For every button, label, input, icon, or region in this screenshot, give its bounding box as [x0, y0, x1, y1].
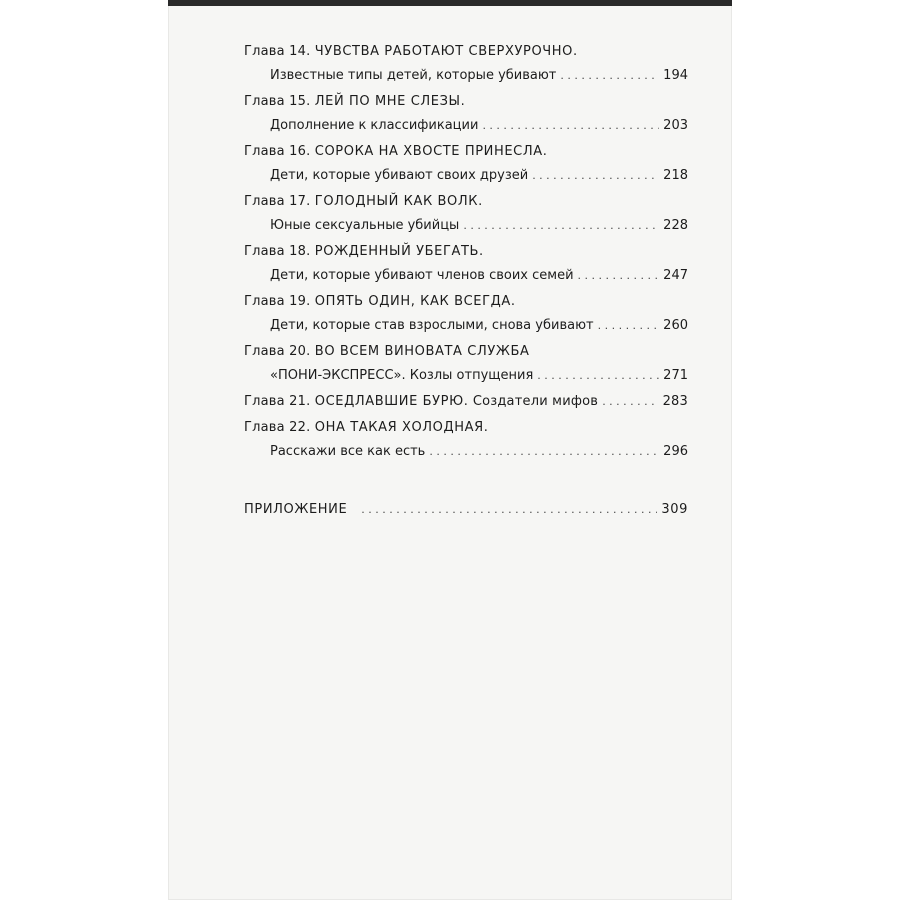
toc-entry-19 [244, 290, 688, 338]
chapter-subtitle: Юные сексуальные убийцы [270, 218, 460, 233]
chapter-subtitle: «ПОНИ-ЭКСПРЕСС». Козлы отпущения [270, 368, 534, 383]
toc-entry-21 [244, 390, 688, 414]
chapter-number: Глава 20. [244, 344, 311, 359]
toc-entry-17 [244, 190, 688, 238]
chapter-number: Глава 15. [244, 94, 311, 109]
chapter-subtitle: Дети, которые убивают своих друзей [270, 168, 529, 183]
chapter-subtitle: Расскажи все как есть [270, 444, 426, 459]
page-number: 260 [663, 318, 688, 333]
chapter-title: ОСЕДЛАВШИЕ БУРЮ. [314, 394, 469, 409]
chapter-subtitle: Дети, которые став взрослыми, снова убивают [270, 318, 594, 333]
chapter-title: ЧУВСТВА РАБОТАЮТ СВЕРХУРОЧНО. [314, 44, 578, 59]
page-number: 296 [663, 444, 688, 459]
chapter-title: ОНА ТАКАЯ ХОЛОДНАЯ. [314, 420, 489, 435]
page-number: 194 [663, 68, 688, 83]
table-of-contents [244, 40, 688, 466]
dot-leader [532, 164, 659, 188]
dot-leader [361, 498, 657, 522]
page-number: 283 [662, 394, 688, 409]
toc-appendix [244, 498, 688, 522]
dot-leader [578, 264, 660, 288]
chapter-title: ЛЕЙ ПО МНЕ СЛЕЗЫ. [314, 94, 466, 109]
chapter-title: ГОЛОДНЫЙ КАК ВОЛК. [314, 194, 483, 209]
page-number: 203 [663, 118, 688, 133]
chapter-title: ОПЯТЬ ОДИН, КАК ВСЕГДА. [314, 294, 516, 309]
chapter-title: ВО ВСЕМ ВИНОВАТА СЛУЖБА [314, 344, 530, 359]
chapter-number: Глава 18. [244, 244, 311, 259]
chapter-number: Глава 14. [244, 44, 311, 59]
page-top-edge [168, 0, 732, 6]
dot-leader [429, 440, 659, 464]
page-number: 247 [663, 268, 688, 283]
dot-leader [598, 314, 660, 338]
chapter-subtitle: Создатели мифов [472, 394, 599, 409]
chapter-subtitle: Известные типы детей, которые убивают [270, 68, 557, 83]
chapter-number: Глава 16. [244, 144, 311, 159]
toc-entry-16 [244, 140, 688, 188]
toc-entry-15 [244, 90, 688, 138]
toc-entry-20 [244, 340, 688, 388]
page-number: 218 [663, 168, 688, 183]
dot-leader [463, 214, 659, 238]
chapter-number: Глава 19. [244, 294, 311, 309]
chapter-title: СОРОКА НА ХВОСТЕ ПРИНЕСЛА. [314, 144, 548, 159]
appendix-label: ПРИЛОЖЕНИЕ [244, 502, 348, 517]
page-number: 271 [663, 368, 688, 383]
dot-leader [560, 64, 659, 88]
toc-entry-22 [244, 416, 688, 464]
chapter-number: Глава 21. [244, 394, 311, 409]
dot-leader [537, 364, 659, 388]
dot-leader [602, 390, 658, 414]
chapter-subtitle: Дополнение к классификации [270, 118, 479, 133]
chapter-subtitle: Дети, которые убивают членов своих семей [270, 268, 574, 283]
chapter-number: Глава 22. [244, 420, 311, 435]
toc-entry-18 [244, 240, 688, 288]
chapter-title: РОЖДЕННЫЙ УБЕГАТЬ. [314, 244, 484, 259]
page-number: 309 [661, 502, 688, 517]
toc-entry-14 [244, 40, 688, 88]
dot-leader [482, 114, 659, 138]
page-number: 228 [663, 218, 688, 233]
chapter-number: Глава 17. [244, 194, 311, 209]
